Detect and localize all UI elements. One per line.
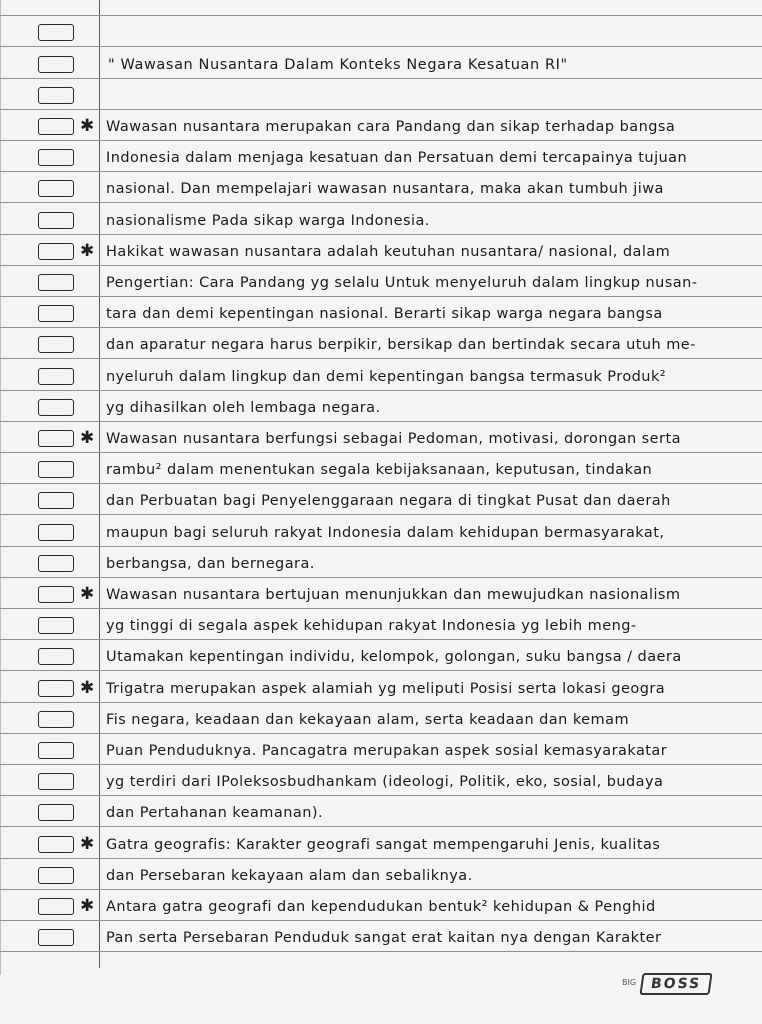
- note-text: dan Pertahanan keamanan).: [106, 805, 323, 822]
- note-text: Puan Penduduknya. Pancagatra merupakan aspek sosial kemasyarakatar: [106, 742, 668, 759]
- note-line: [0, 235, 762, 266]
- note-line: [0, 547, 762, 578]
- note-line: [0, 0, 762, 16]
- note-text: yg terdiri dari IPoleksosbudhankam (ideologi, Politik, eko, sosial, budaya: [106, 774, 664, 791]
- note-text: Pan serta Persebaran Penduduk sangat erat kaitan nya dengan Karakter: [106, 930, 662, 947]
- checkbox[interactable]: [38, 368, 74, 385]
- note-line: [0, 48, 762, 79]
- checkbox[interactable]: [38, 180, 74, 197]
- note-text: dan Persebaran kekayaan alam dan sebaliknya.: [106, 867, 473, 884]
- note-text: nyeluruh dalam lingkup dan demi kepentingan bangsa termasuk Produk²: [106, 368, 667, 385]
- note-line: [0, 640, 762, 671]
- bullet-star-icon: ✱: [80, 833, 95, 854]
- note-text: Antara gatra geografi dan kependudukan bentuk² kehidupan & Penghid: [106, 898, 656, 915]
- checkbox[interactable]: [38, 711, 74, 728]
- note-text: yg tinggi di segala aspek kehidupan rakyat Indonesia yg lebih meng-: [106, 618, 637, 635]
- brand-logo: BOSS: [639, 973, 712, 995]
- checkbox[interactable]: [38, 118, 74, 135]
- note-text: berbangsa, dan bernegara.: [106, 555, 315, 572]
- note-line: [0, 422, 762, 453]
- note-line: [0, 516, 762, 547]
- checkbox[interactable]: [38, 555, 74, 572]
- checkbox[interactable]: [38, 524, 74, 541]
- checkbox[interactable]: [38, 305, 74, 322]
- note-text: Hakikat wawasan nusantara adalah keutuhan nusantara/ nasional, dalam: [106, 243, 671, 260]
- note-text: maupun bagi seluruh rakyat Indonesia dalam kehidupan bermasyarakat,: [106, 524, 665, 541]
- note-line: [0, 453, 762, 484]
- checkbox[interactable]: [38, 336, 74, 353]
- checkbox[interactable]: [38, 804, 74, 821]
- note-line: [0, 578, 762, 609]
- note-line: [0, 609, 762, 640]
- checkbox[interactable]: [38, 399, 74, 416]
- checkbox[interactable]: [38, 617, 74, 634]
- note-line: [0, 796, 762, 827]
- note-line: [0, 391, 762, 422]
- note-text: Wawasan nusantara berfungsi sebagai Pedoman, motivasi, dorongan serta: [106, 430, 681, 447]
- note-line: [0, 859, 762, 890]
- bullet-star-icon: ✱: [80, 677, 95, 698]
- note-text: Utamakan kepentingan individu, kelompok, golongan, suku bangsa / daera: [106, 649, 682, 666]
- note-text: Wawasan nusantara bertujuan menunjukkan dan mewujudkan nasionalism: [106, 586, 681, 603]
- note-text: Pengertian: Cara Pandang yg selalu Untuk menyeluruh dalam lingkup nusan-: [106, 274, 698, 291]
- bullet-star-icon: ✱: [80, 427, 95, 448]
- note-text: tara dan demi kepentingan nasional. Berarti sikap warga negara bangsa: [106, 306, 663, 323]
- checkbox[interactable]: [38, 492, 74, 509]
- checkbox[interactable]: [38, 742, 74, 759]
- note-text: nasionalisme Pada sikap warga Indonesia.: [106, 212, 430, 229]
- note-line: [0, 672, 762, 703]
- checkbox[interactable]: [38, 56, 74, 73]
- note-title: " Wawasan Nusantara Dalam Konteks Negara Kesatuan RI": [108, 56, 568, 73]
- checkbox[interactable]: [38, 836, 74, 853]
- note-line: [0, 16, 762, 47]
- checkbox[interactable]: [38, 898, 74, 915]
- note-line: [0, 328, 762, 359]
- note-text: Fis negara, keadaan dan kekayaan alam, serta keadaan dan kemam: [106, 711, 630, 728]
- checkbox[interactable]: [38, 212, 74, 229]
- note-line: [0, 734, 762, 765]
- note-text: yg dihasilkan oleh lembaga negara.: [106, 399, 381, 416]
- checkbox[interactable]: [38, 24, 74, 41]
- note-text: Indonesia dalam menjaga kesatuan dan Persatuan demi tercapainya tujuan: [106, 150, 688, 167]
- checkbox[interactable]: [38, 867, 74, 884]
- note-line: [0, 79, 762, 110]
- note-line: [0, 703, 762, 734]
- checkbox[interactable]: [38, 87, 74, 104]
- note-text: Trigatra merupakan aspek alamiah yg meliputi Posisi serta lokasi geogra: [106, 680, 666, 697]
- note-line: [0, 890, 762, 921]
- bullet-star-icon: ✱: [80, 115, 95, 136]
- note-line: [0, 921, 762, 952]
- note-line: [0, 110, 762, 141]
- checkbox[interactable]: [38, 461, 74, 478]
- note-text: Gatra geografis: Karakter geografi sangat mempengaruhi Jenis, kualitas: [106, 836, 661, 853]
- brand-small-mark: BIG: [622, 978, 637, 987]
- note-line: [0, 266, 762, 297]
- note-text: dan aparatur negara harus berpikir, bersikap dan bertindak secara utuh me-: [106, 337, 696, 354]
- bullet-star-icon: ✱: [80, 240, 95, 261]
- note-line: [0, 484, 762, 515]
- note-text: rambu² dalam menentukan segala kebijaksanaan, keputusan, tindakan: [106, 462, 653, 479]
- note-line: [0, 360, 762, 391]
- bullet-star-icon: ✱: [80, 895, 95, 916]
- checkbox[interactable]: [38, 149, 74, 166]
- checkbox[interactable]: [38, 586, 74, 603]
- heading-text: [106, 0, 762, 1]
- note-line: [0, 828, 762, 859]
- checkbox[interactable]: [38, 680, 74, 697]
- note-line: [0, 297, 762, 328]
- checkbox[interactable]: [38, 648, 74, 665]
- bullet-star-icon: ✱: [80, 583, 95, 604]
- checkbox[interactable]: [38, 274, 74, 291]
- note-text: Wawasan nusantara merupakan cara Pandang dan sikap terhadap bangsa: [106, 118, 676, 135]
- checkbox[interactable]: [38, 929, 74, 946]
- note-line: [0, 172, 762, 203]
- note-line: [0, 204, 762, 235]
- checkbox[interactable]: [38, 243, 74, 260]
- note-line: [0, 141, 762, 172]
- note-text: dan Perbuatan bagi Penyelenggaraan negara di tingkat Pusat dan daerah: [106, 493, 671, 510]
- note-text: nasional. Dan mempelajari wawasan nusantara, maka akan tumbuh jiwa: [106, 181, 664, 198]
- checkbox[interactable]: [38, 430, 74, 447]
- note-line: [0, 765, 762, 796]
- checkbox[interactable]: [38, 773, 74, 790]
